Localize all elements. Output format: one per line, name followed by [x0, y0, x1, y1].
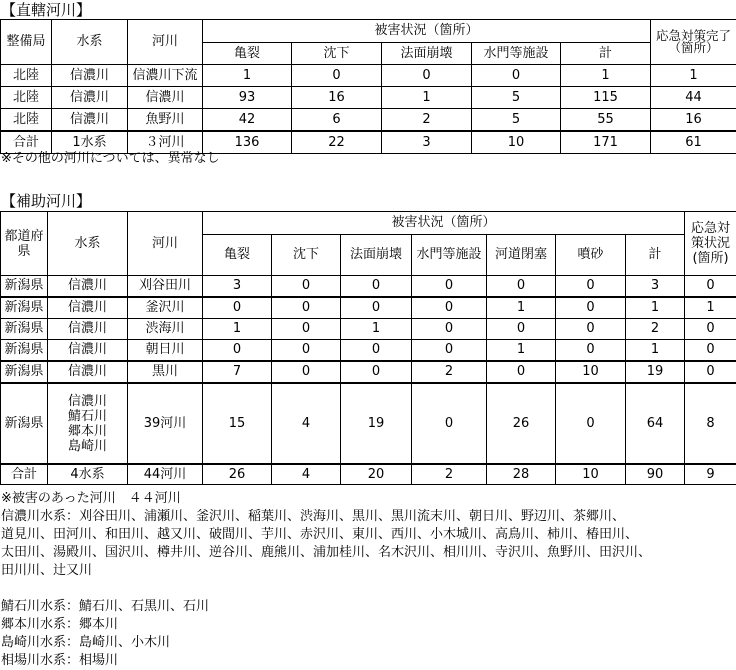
cell: 0	[203, 340, 272, 362]
cell: 0	[292, 65, 382, 87]
cell: 0	[412, 276, 487, 298]
cell: 3	[626, 276, 685, 298]
cell: 115	[561, 87, 651, 109]
cell: 64	[626, 383, 685, 464]
cell: 3	[203, 276, 272, 298]
cell: 136	[203, 131, 292, 154]
cell: 20	[341, 464, 412, 485]
cell: 9	[685, 464, 736, 485]
cell: 0	[341, 297, 412, 319]
cell: 1	[382, 87, 472, 109]
cell: 16	[651, 109, 736, 132]
table-row	[1, 87, 736, 109]
header-river: 河川	[128, 212, 203, 276]
cell: 1	[341, 319, 412, 340]
cell: 1	[487, 297, 556, 319]
cell: 0	[472, 65, 561, 87]
cell: 0	[487, 319, 556, 340]
note-line: 相場川水系：相場川	[1, 652, 651, 670]
cell: 42	[203, 109, 292, 132]
cell: 0	[685, 276, 736, 298]
table-row	[1, 340, 736, 362]
header-river: 河川	[128, 20, 203, 65]
cell: 黒川	[128, 361, 203, 383]
cell: 新潟県	[1, 383, 48, 464]
cell: 信濃川	[52, 65, 128, 87]
note-line: 郷本川水系：郷本川	[1, 616, 651, 634]
cell: 19	[626, 361, 685, 383]
cell: 信濃川	[52, 87, 128, 109]
cell: 新潟県	[1, 319, 48, 340]
header-col: 水門等施設	[412, 235, 487, 276]
cell: 0	[556, 383, 626, 464]
note-line: 太田川、湯殿川、国沢川、樽井川、逆谷川、鹿熊川、浦加桂川、名木沢川、相川川、寺沢川、魚野川、田沢川、	[1, 544, 651, 562]
table-row	[1, 276, 736, 298]
cell: 39河川	[128, 383, 203, 464]
cell: 0	[272, 297, 341, 319]
cell: 55	[561, 109, 651, 132]
cell: 93	[203, 87, 292, 109]
cell: 0	[685, 361, 736, 383]
direct-note: ※その他の河川については、異常なし	[1, 150, 220, 168]
cell: 信濃川	[48, 319, 128, 340]
cell: 5	[472, 109, 561, 132]
cell: 信濃川下流	[128, 65, 203, 87]
cell: 北陸	[1, 109, 52, 132]
cell: 90	[626, 464, 685, 485]
cell: 7	[203, 361, 272, 383]
header-col: 沈下	[272, 235, 341, 276]
direct-rivers-title: 【直轄河川】	[1, 1, 91, 19]
cell: 10	[472, 131, 561, 154]
cell: 4	[272, 383, 341, 464]
table-row	[1, 65, 736, 87]
cell: 0	[556, 276, 626, 298]
header-col: 噴砂	[556, 235, 626, 276]
table-row	[1, 109, 736, 132]
cell: 信濃川	[48, 340, 128, 362]
cell: 0	[487, 361, 556, 383]
cell: 魚野川	[128, 109, 203, 132]
cell: 28	[487, 464, 556, 485]
cell: 44	[651, 87, 736, 109]
cell: 0	[556, 340, 626, 362]
cell: 26	[487, 383, 556, 464]
header-col: 計	[561, 43, 651, 65]
cell: 2	[626, 319, 685, 340]
spacer	[1, 580, 651, 598]
cell: 6	[292, 109, 382, 132]
cell: 0	[412, 383, 487, 464]
header-col: 水門等施設	[472, 43, 561, 65]
cell: 1	[203, 319, 272, 340]
cell: 44河川	[128, 464, 203, 485]
header-emergency: 応急対策完了（箇所）	[651, 20, 736, 65]
cell: 0	[412, 297, 487, 319]
cell: 0	[272, 340, 341, 362]
header-pref: 都道府県	[1, 212, 48, 276]
cell: 61	[651, 131, 736, 154]
cell: 0	[341, 340, 412, 362]
cell: 2	[412, 464, 487, 485]
cell: 26	[203, 464, 272, 485]
header-damage: 被害状況（箇所）	[203, 212, 685, 235]
aux-rivers-table	[0, 211, 736, 485]
cell: 10	[556, 464, 626, 485]
cell: 5	[472, 87, 561, 109]
cell: ３河川	[128, 131, 203, 154]
cell: 4	[272, 464, 341, 485]
cell: 15	[203, 383, 272, 464]
cell: 朝日川	[128, 340, 203, 362]
note-line: ※被害のあった河川 ４４河川	[1, 490, 651, 508]
cell: 1	[626, 340, 685, 362]
cell: 10	[556, 361, 626, 383]
cell: 信濃川	[52, 109, 128, 132]
cell: 0	[203, 297, 272, 319]
cell: 16	[292, 87, 382, 109]
note-line: 信濃川水系：刈谷田川、浦瀬川、釜沢川、稲葉川、渋海川、黒川、黒川流末川、朝日川、野辺川、茶郷川、	[1, 508, 651, 526]
cell: 0	[382, 65, 472, 87]
cell: 釜沢川	[128, 297, 203, 319]
cell: 0	[412, 340, 487, 362]
cell: 信濃川	[48, 361, 128, 383]
cell: 2	[412, 361, 487, 383]
cell: 北陸	[1, 65, 52, 87]
cell: 刈谷田川	[128, 276, 203, 298]
cell: 0	[272, 319, 341, 340]
cell: 0	[487, 276, 556, 298]
header-col: 沈下	[292, 43, 382, 65]
river-notes	[1, 490, 651, 670]
header-damage: 被害状況（箇所）	[203, 20, 651, 43]
cell: 信濃川	[128, 87, 203, 109]
note-line: 田川川、辻又川	[1, 562, 651, 580]
cell: 0	[412, 319, 487, 340]
header-system: 水系	[48, 212, 128, 276]
header-system: 水系	[52, 20, 128, 65]
cell: 2	[382, 109, 472, 132]
header-emergency: 応急対策状況(箇所)	[685, 212, 736, 276]
cell: 1	[487, 340, 556, 362]
cell: 1水系	[52, 131, 128, 154]
cell: 新潟県	[1, 361, 48, 383]
cell: 0	[341, 276, 412, 298]
header-col: 法面崩壊	[341, 235, 412, 276]
header-col: 河道閉塞	[487, 235, 556, 276]
header-col: 法面崩壊	[382, 43, 472, 65]
cell: 1	[203, 65, 292, 87]
cell: 0	[685, 340, 736, 362]
cell: 北陸	[1, 87, 52, 109]
header-office: 整備局	[1, 20, 52, 65]
cell: 171	[561, 131, 651, 154]
cell: 8	[685, 383, 736, 464]
cell: 新潟県	[1, 276, 48, 298]
cell: 信濃川	[48, 297, 128, 319]
cell: 新潟県	[1, 297, 48, 319]
cell: 合計	[1, 131, 52, 154]
cell: 0	[272, 361, 341, 383]
cell: 1	[685, 297, 736, 319]
header-col: 計	[626, 235, 685, 276]
cell: 0	[685, 319, 736, 340]
table-row	[1, 361, 736, 383]
cell: 1	[651, 65, 736, 87]
direct-rivers-table	[0, 19, 736, 154]
note-line: 島崎川水系：島崎川、小木川	[1, 634, 651, 652]
header-col: 亀裂	[203, 235, 272, 276]
cell: 1	[561, 65, 651, 87]
cell: 1	[626, 297, 685, 319]
cell: 3	[382, 131, 472, 154]
cell: 合計	[1, 464, 48, 485]
table-row	[1, 297, 736, 319]
note-line: 道見川、田河川、和田川、越又川、破間川、芋川、赤沢川、東川、西川、小木城川、高鳥川、柿川、椿田川、	[1, 526, 651, 544]
table-row	[1, 383, 736, 464]
cell: 信濃川	[48, 276, 128, 298]
cell: 0	[272, 276, 341, 298]
table-row	[1, 319, 736, 340]
aux-rivers-title: 【補助河川】	[1, 192, 91, 210]
cell: 4水系	[48, 464, 128, 485]
cell: 信濃川 鯖石川 郷本川 島崎川	[48, 383, 128, 464]
cell: 0	[341, 361, 412, 383]
total-row	[1, 464, 736, 485]
cell: 0	[556, 319, 626, 340]
cell: 新潟県	[1, 340, 48, 362]
cell: 19	[341, 383, 412, 464]
cell: 0	[556, 297, 626, 319]
header-col: 亀裂	[203, 43, 292, 65]
cell: 渋海川	[128, 319, 203, 340]
note-line: 鯖石川水系：鯖石川、石黒川、石川	[1, 598, 651, 616]
cell: 22	[292, 131, 382, 154]
